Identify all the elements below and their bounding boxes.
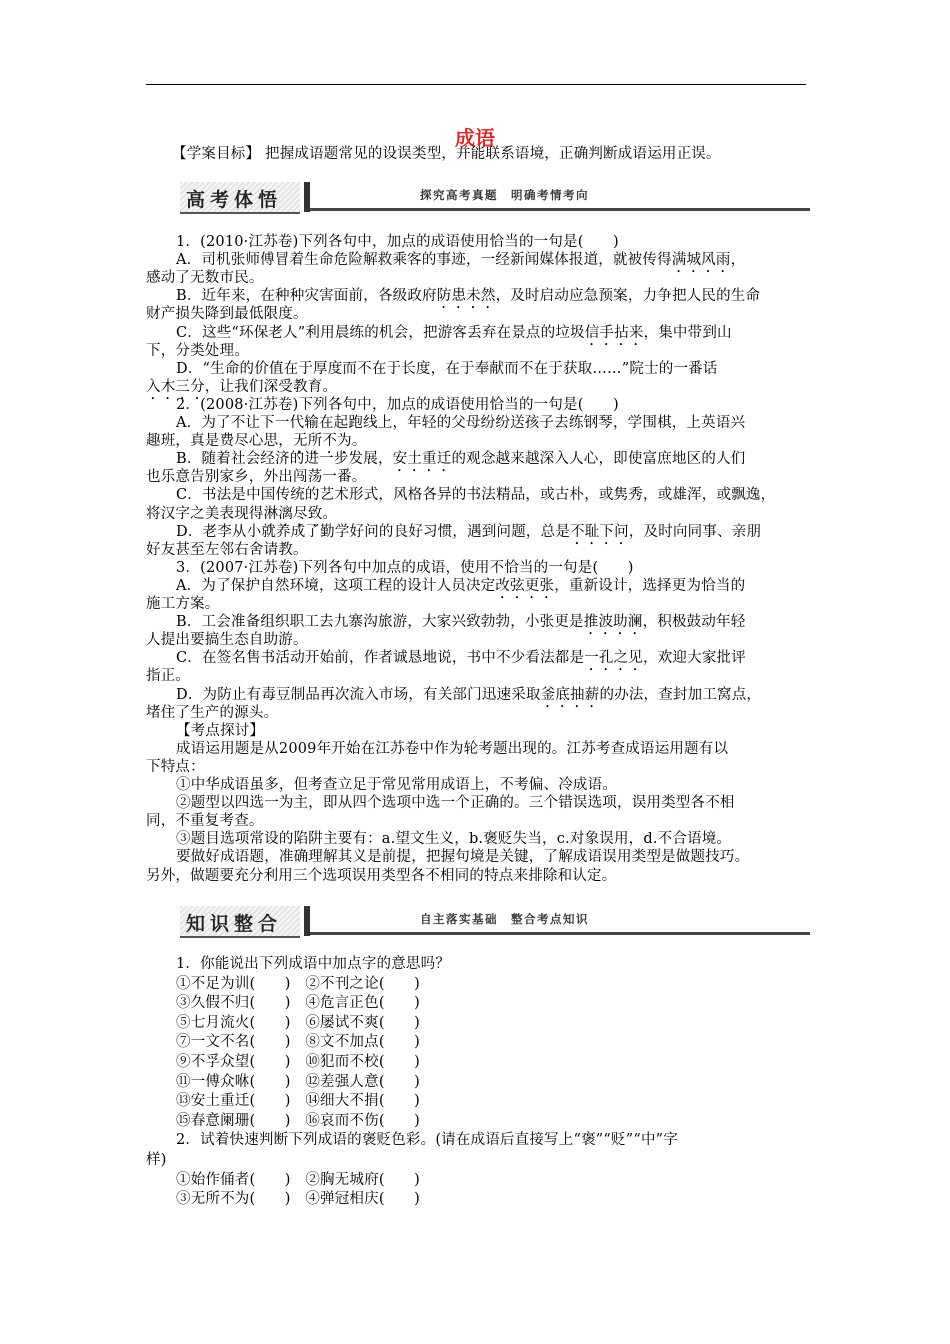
- text-line: ⑬安土重迁( ) ⑭细大不捐( ): [176, 1093, 420, 1110]
- text-line: D．为防止有毒豆制品再次流入市场，有关部门迅速采取釜底抽薪的办法，查封加工窝点，: [176, 686, 762, 703]
- text-line: 下，分类处理。: [146, 342, 249, 359]
- text-line: ③题目选项常设的陷阱主要有：a.望文生义，b.褒贬失当，c.对象误用，d.不合语境。: [176, 831, 732, 848]
- text-line: B．随着社会经济的进一步发展，安土重迁的观念越来越深入人心，即使富庶地区的人们: [176, 451, 746, 468]
- banner-rule: [310, 932, 810, 935]
- text-line: 施工方案。: [146, 596, 220, 612]
- text-line: 2．(2008·江苏卷)下列各句中，加点的成语使用恰当的一句是( ): [176, 396, 619, 413]
- banner-title: 高考体悟: [186, 189, 283, 211]
- text-line: 堵住了生产的源头。: [146, 704, 279, 721]
- text-line: 成语运用题是从2009年开始在江苏卷中作为轮考题出现的。江苏考查成语运用题有以: [176, 740, 729, 757]
- section-banner-exam: [180, 182, 810, 214]
- text-line: C．在签名售书活动开始前，作者诚恳地说，书中不少看法都是一孔之见，欢迎大家批评: [176, 650, 746, 667]
- text-line: 要做好成语题，准确理解其义是前提，把握句境是关键，了解成语误用类型是做题技巧。: [176, 849, 750, 866]
- top-rule: [146, 84, 806, 85]
- page-title: 成语: [455, 126, 495, 150]
- text-line: ①不足为训( ) ②不刊之论( ): [176, 975, 420, 992]
- text-line: ⑤七月流火( ) ⑥屡试不爽( ): [176, 1014, 420, 1031]
- study-goal: 【学案目标】 把握成语题常见的设误类型，并能联系语境，正确判断成语运用正误。: [172, 146, 721, 162]
- text-line: ⑪一傅众咻( ) ⑫差强人意( ): [176, 1073, 420, 1090]
- text-line: 1．(2010·江苏卷)下列各句中，加点的成语使用恰当的一句是( ): [176, 234, 619, 250]
- text-line: 人提出要搞生态自助游。: [146, 632, 308, 649]
- text-line: 入木三分，让我们深受教育。: [146, 378, 338, 395]
- text-line: C．这些“环保老人”利用晨练的机会，把游客丢弃在景点的垃圾信手拈来，集中带到山: [176, 324, 732, 341]
- text-line: 1．你能说出下列成语中加点字的意思吗？: [176, 956, 451, 972]
- text-line: ①中华成语虽多，但考查立足于常见常用成语上，不考偏、冷成语。: [176, 777, 617, 793]
- text-line: 3．(2007·江苏卷)下列各句中加点的成语，使用不恰当的一句是( ): [176, 559, 634, 576]
- text-line: 也乐意告别家乡，外出闯荡一番。: [146, 469, 367, 486]
- text-line: ③无所不为( ) ④弹冠相庆( ): [176, 1191, 420, 1208]
- text-line: A．为了不让下一代输在起跑线上，年轻的父母纷纷送孩子去练钢琴，学围棋，上英语兴: [176, 415, 746, 431]
- text-line: 感动了无数市民。: [146, 270, 264, 287]
- text-line: ②题型以四选一为主，即从四个选项中选一个正确的。三个错误选项，误用类型各不相: [176, 795, 735, 812]
- text-line: 同，不重复考查。: [146, 813, 264, 830]
- text-line: B．近年来，在种种灾害面前，各级政府防患未然，及时启动应急预案，力争把人民的生命: [176, 288, 761, 305]
- text-line: D．老李从小就养成了勤学好问的良好习惯，遇到问题，总是不耻下问，及时向同事、亲朋: [176, 523, 762, 540]
- text-line: 【考点探讨】: [176, 722, 265, 739]
- text-line: ③久假不归( ) ④危言正色( ): [176, 995, 420, 1012]
- text-line: 下特点：: [146, 758, 205, 775]
- text-line: A．为了保护自然环境，这项工程的设计人员决定改弦更张，重新设计，选择更为恰当的: [176, 577, 746, 594]
- banner-rule: [310, 208, 810, 211]
- banner-title: 知识整合: [186, 913, 283, 935]
- banner-subtitle: 探究高考真题 明确考情考向: [420, 188, 589, 202]
- text-line: 财产损失降到最低限度。: [146, 306, 308, 323]
- text-line: C．书法是中国传统的艺术形式，风格各异的书法精品，或古朴，或隽秀，或雄浑，或飘逸，: [176, 487, 776, 504]
- text-line: ①始作俑者( ) ②胸无城府( ): [176, 1171, 420, 1188]
- text-line: B．工会准备组织职工去九寨沟旅游，大家兴致勃勃，小张更是推波助澜，积极鼓动年轻: [176, 614, 746, 631]
- text-line: 样): [146, 1152, 167, 1168]
- text-line: 将汉字之美表现得淋漓尽致。: [146, 505, 338, 522]
- text-line: 指正。: [146, 668, 191, 685]
- text-line: ⑦一文不名( ) ⑧文不加点( ): [176, 1034, 420, 1051]
- section-banner-knowledge: [180, 906, 810, 938]
- banner-subtitle: 自主落实基础 整合考点知识: [420, 912, 589, 926]
- text-line: ⑮春意阑珊( ) ⑯哀而不伤( ): [176, 1112, 420, 1129]
- text-line: 2．试着快速判断下列成语的褒贬色彩。(请在成语后直接写上“褒”“贬”“中”字: [176, 1132, 678, 1149]
- text-line: 趣班，真是费尽心思，无所不为。: [146, 433, 367, 450]
- text-line: 好友甚至左邻右舍请教。: [146, 541, 308, 558]
- text-line: 另外，做题要充分利用三个选项误用类型各不相同的特点来排除和认定。: [146, 867, 617, 884]
- text-line: A．司机张师傅冒着生命危险解救乘客的事迹，一经新闻媒体报道，就被传得满城风雨，: [176, 252, 746, 269]
- text-line: D．“生命的价值在于厚度而不在于长度，在于奉献而不在于获取……”院士的一番话: [176, 360, 718, 377]
- text-line: ⑨不孚众望( ) ⑩犯而不校( ): [176, 1054, 420, 1070]
